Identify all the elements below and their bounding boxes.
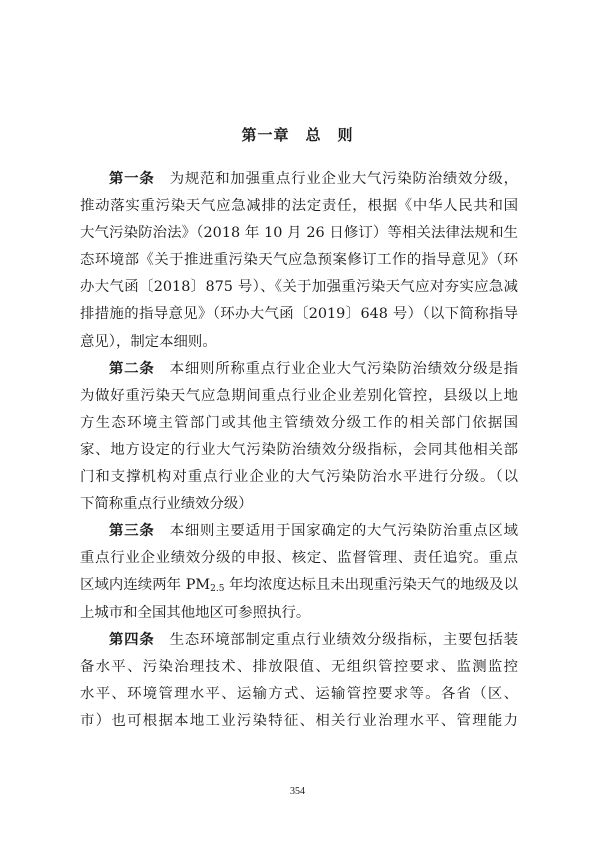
article-1-line-1: 第一条 为规范和加强重点行业企业大气污染防治绩效分级， (109, 171, 518, 187)
article-label: 第二条 (109, 360, 155, 377)
article-label: 第四条 (109, 631, 155, 648)
article-2-line-2: 为做好重污染天气应急期间重点行业企业差别化管控，县级以上地 (80, 387, 518, 404)
article-3-line-4: 上城市和全国其他地区可参照执行。 (80, 604, 311, 621)
article-4-line-1: 第四条 生态环境部制定重点行业绩效分级指标，主要包括装 (109, 631, 518, 648)
article-2-line-6: 下简称重点行业绩效分级） (80, 496, 253, 513)
article-2-line-1: 第二条 本细则所称重点行业企业大气污染防治绩效分级是指 (109, 360, 518, 377)
document-body (80, 166, 518, 735)
article-1-line-7: 意见），制定本细则。 (80, 333, 217, 350)
article-4-line-2: 备水平、污染治理技术、排放限值、无组织管控要求、监测监控 (80, 658, 518, 675)
chapter-prefix: 第一章 (241, 126, 290, 144)
chapter-title: 总 则 (305, 126, 354, 144)
article-4-line-3: 水平、环境管理水平、运输方式、运输管控要求等。各省（区、 (80, 685, 518, 702)
article-1-line-2: 推动落实重污染天气应急减排的法定责任，根据《中华人民共和国 (80, 198, 518, 215)
article-3-line-1: 第三条 本细则主要适用于国家确定的大气污染防治重点区域 (109, 523, 518, 540)
page-number: 354 (290, 786, 305, 797)
article-label: 第三条 (109, 523, 155, 540)
pm-subscript: 2.5 (210, 584, 225, 595)
article-4-line-4: 市）也可根据本地工业污染特征、相关行业治理水平、管理能力 (80, 712, 518, 729)
article-1-line-5: 办大气函〔2018〕875 号）、《关于加强重污染天气应对夯实应急减 (80, 279, 518, 296)
article-2-line-3: 方生态环境主管部门或其他主管绩效分级工作的相关部门依据国 (80, 414, 518, 431)
article-1-line-3: 大气污染防治法》（2018 年 10 月 26 日修订）等相关法律法规和生 (80, 225, 518, 242)
chapter-heading (0, 124, 595, 145)
article-3-line-3: 区域内连续两年 $PM_{2.5}$ 年均浓度达标且未出现重污染天气的地级及以 (80, 577, 518, 595)
article-3-line-2: 重点行业企业绩效分级的申报、核定、监督管理、责任追究。重点 (80, 550, 518, 567)
article-label: 第一条 (109, 171, 155, 187)
article-2-line-5: 门和支撑机构对重点行业企业的大气污染防治水平进行分级。（以 (80, 469, 518, 486)
article-1-line-6: 排措施的指导意见》（环办大气函〔2019〕648 号）（以下简称指导 (80, 306, 518, 323)
article-2-line-4: 家、地方设定的行业大气污染防治绩效分级指标，会同其他相关部 (80, 441, 518, 458)
article-1-line-4: 态环境部《关于推进重污染天气应急预案修订工作的指导意见》（环 (80, 252, 518, 269)
